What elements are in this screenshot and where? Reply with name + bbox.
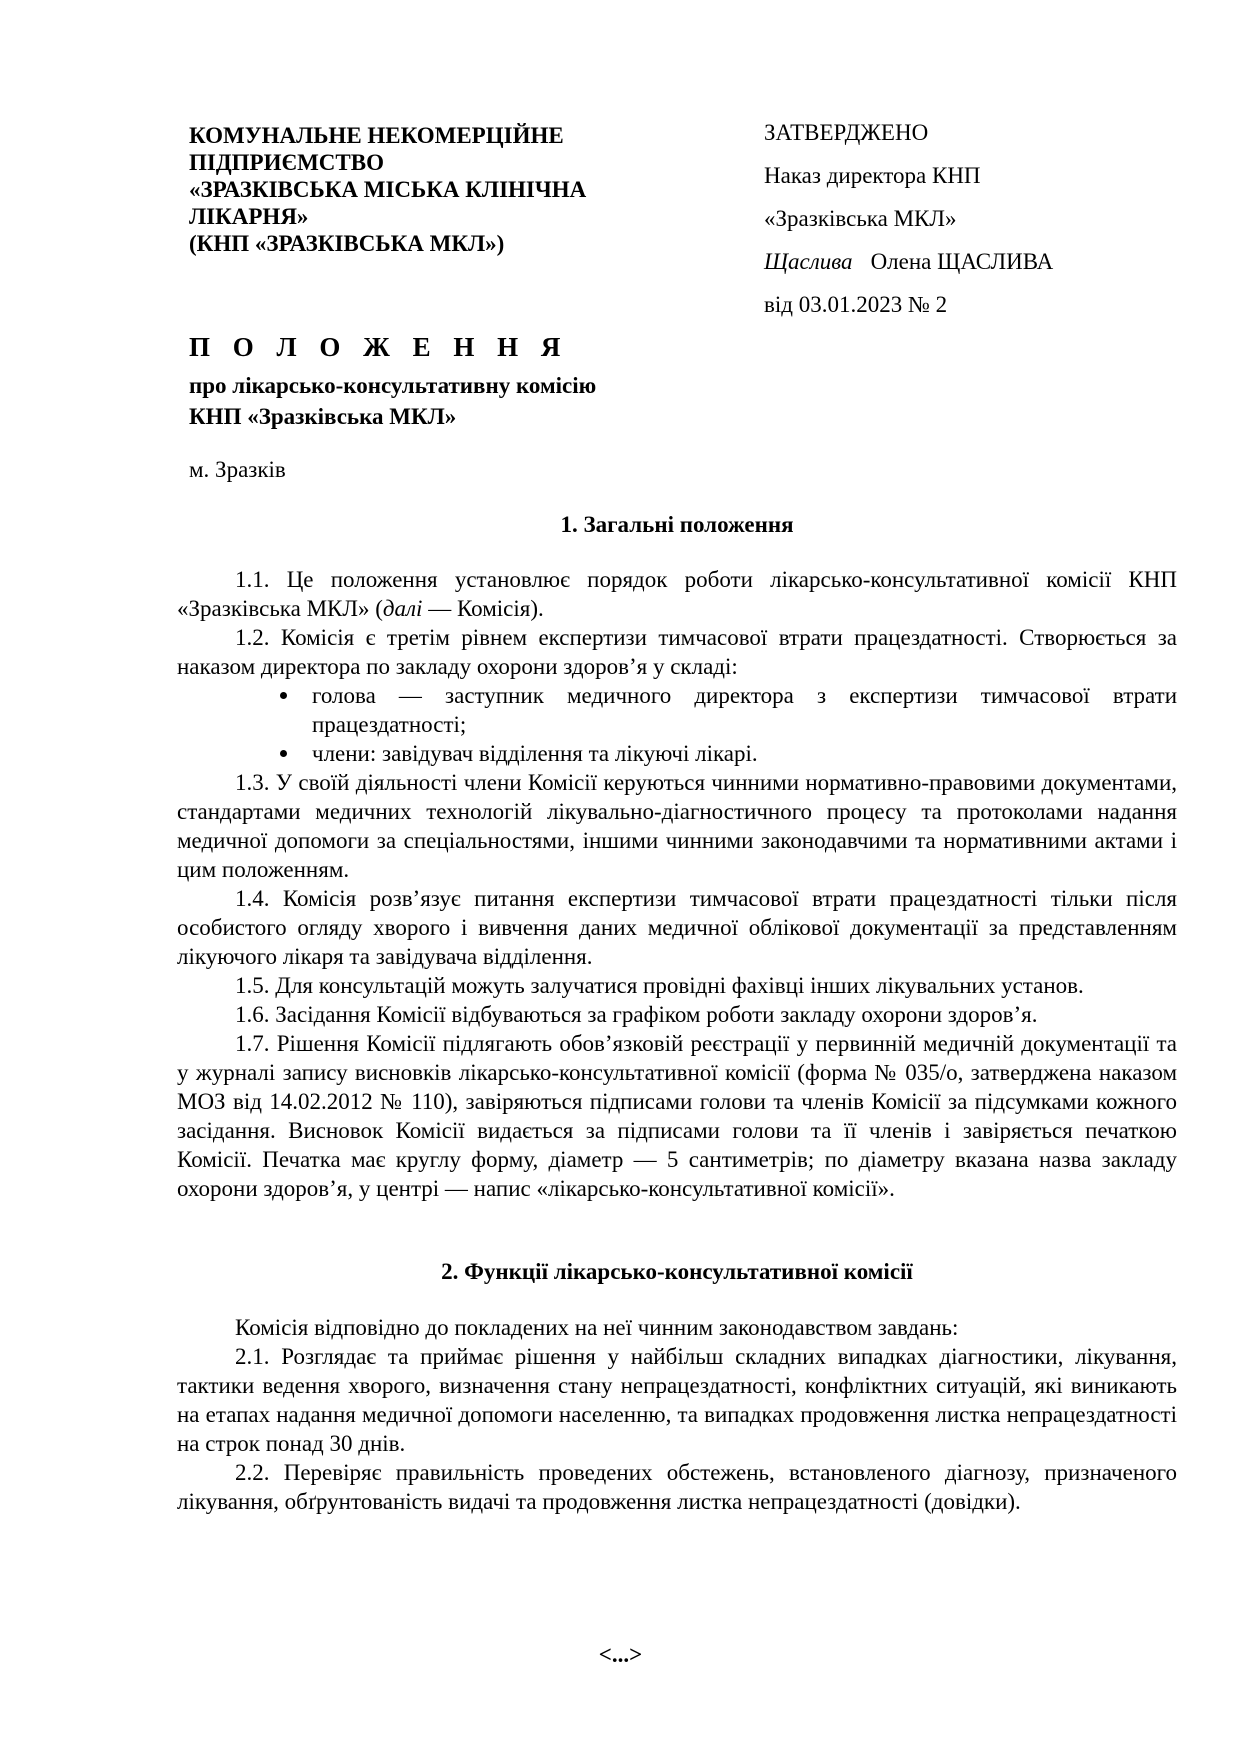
approval-signature-line <box>764 247 1164 290</box>
subtitle-line: про лікарсько-консультативну комісію <box>189 373 597 398</box>
handwritten-signature: Щаслива <box>764 249 853 274</box>
document-subtitle <box>189 370 596 432</box>
paragraph-2-1: 2.1. Розглядає та приймає рішення у найбільш складних випадках діагностики, лікування, тактики ведення хворого, визначення стану непрацездатності, конфліктних ситуацій, які виникають на етапах надання медичної допомоги населенню, та випадках продовження листка непрацездатності на строк понад 30 днів. <box>177 1344 1177 1456</box>
section-1-heading: 1. Загальні положення <box>560 512 794 537</box>
composition-list <box>177 681 1177 768</box>
paragraph-2-2: 2.2. Перевіряє правильність проведених обстежень, встановленого діагнозу, призначеного лікування, обґрунтованість видачі та продовження листка непрацездатності (довідки). <box>177 1460 1177 1514</box>
paragraph-1-4: 1.4. Комісія розв’язує питання експертизи тимчасової втрати працездатності тільки після особистого огляду хворого і вивчення даних медичної облікової документації за представленням лікуючого лікаря та завідувача відділення. <box>177 886 1177 969</box>
approval-date-number: від 03.01.2023 № 2 <box>764 292 948 317</box>
approval-org-line: «Зразківська МКЛ» <box>764 206 957 231</box>
signer-name: Олена ЩАСЛИВА <box>870 249 1054 274</box>
continuation-mark: <...> <box>598 1642 643 1667</box>
subtitle-line: КНП «Зразківська МКЛ» <box>189 404 457 429</box>
org-line: ЛІКАРНЯ» <box>189 204 309 229</box>
paragraph-1-1-text: 1.1. Це положення установлює порядок роботи лікарсько-консультативної комісії КНП «Зразківська МКЛ» ( <box>177 567 1177 621</box>
paragraph-1-1-tail: — Комісія). <box>422 596 544 621</box>
paragraph-1-1 <box>177 565 1177 623</box>
list-item: голова — заступник медичного директора з експертизи тимчасової втрати працездатності; <box>312 683 1177 737</box>
org-line: «ЗРАЗКІВСЬКА МІСЬКА КЛІНІЧНА <box>189 177 587 202</box>
section-1-body <box>177 565 1177 1203</box>
section-2-heading: 2. Функції лікарсько-консультативної комісії <box>441 1259 913 1284</box>
paragraph-1-1-italic: далі <box>382 596 423 621</box>
org-line: КОМУНАЛЬНЕ НЕКОМЕРЦІЙНЕ <box>189 123 564 148</box>
paragraph-1-2: 1.2. Комісія є третім рівнем експертизи тимчасової втрати працездатності. Створюється за наказом директора по закладу охорони здоров’я у складі: <box>177 625 1177 679</box>
document-title: П О Л О Ж Е Н Н Я <box>189 332 569 362</box>
list-item: члени: завідувач відділення та лікуючі лікарі. <box>312 739 1177 768</box>
paragraph-1-5: 1.5. Для консультацій можуть залучатися провідні фахівці інших лікувальних установ. <box>235 973 1084 998</box>
organization-name <box>189 122 649 257</box>
city-name: м. Зразків <box>189 457 286 482</box>
approval-block <box>764 118 1164 333</box>
paragraph-1-7: 1.7. Рішення Комісії підлягають обов’язковій реєстрації у первинній медичній документації та у журналі запису висновків лікарсько-консультативної комісії (форма № 035/о, затверджена наказом МОЗ від 14.02.2012 № 110), завіряються підписами голови та членів Комісії за підсумками кожного засідання. Висновок Комісії видається за підписами голови та її членів і завіряється печаткою Комісії. Печатка має круглу форму, діаметр — 5 сантиметрів; по діаметру вказана назва закладу охорони здоров’я, у центрі — напис «лікарсько-консультативної комісії». <box>177 1031 1177 1201</box>
org-line: ПІДПРИЄМСТВО <box>189 150 384 175</box>
org-line: (КНП «ЗРАЗКІВСЬКА МКЛ») <box>189 231 505 256</box>
section-2-body <box>177 1313 1177 1516</box>
paragraph-1-3: 1.3. У своїй діяльності члени Комісії керуються чинними нормативно-правовими документами, стандартами медичних технологій лікувально-діагностичного процесу та протоколами надання медичної допомоги за спеціальностями, іншими чинними законодавчими та нормативними актами і цим положенням. <box>177 770 1177 882</box>
section-2-intro: Комісія відповідно до покладених на неї чинним законодавством завдань: <box>235 1315 959 1340</box>
approval-title: ЗАТВЕРДЖЕНО <box>764 120 929 145</box>
paragraph-1-6: 1.6. Засідання Комісії відбуваються за графіком роботи закладу охорони здоров’я. <box>235 1002 1038 1027</box>
approval-order-line: Наказ директора КНП <box>764 163 981 188</box>
